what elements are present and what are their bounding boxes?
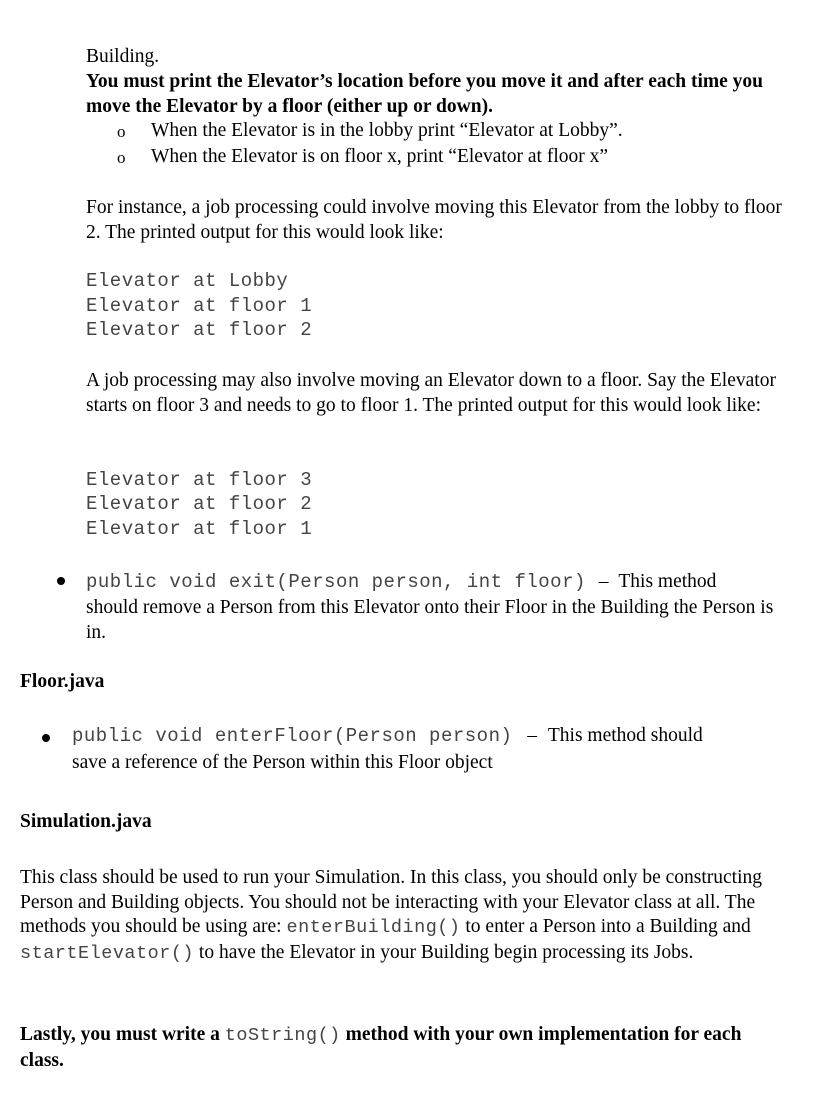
enter-floor-line: [72, 724, 703, 749]
code-line: Elevator at floor 2: [86, 319, 313, 341]
sub-bullet-floor-x: When the Elevator is on floor x, print “Elevator at floor x”: [151, 146, 609, 167]
bullet-dot: [57, 577, 65, 585]
sub-bullet-lobby: When the Elevator is in the lobby print “Elevator at Lobby”.: [151, 120, 623, 141]
bullet-dot: [42, 734, 50, 742]
simulation-text: to enter a Person into a Building and: [460, 916, 751, 937]
final-note-text: method with your own implementation for each class.: [20, 1024, 742, 1071]
simulation-text: to have the Elevator in your Building begin processing its Jobs.: [194, 941, 694, 963]
simulation-java-heading: Simulation.java: [20, 811, 152, 832]
sub-bullet-marker: o: [117, 122, 126, 141]
enter-building-code: enterBuilding(): [286, 917, 461, 938]
final-note: [20, 1023, 790, 1073]
code-line: Elevator at floor 2: [86, 493, 313, 515]
final-note-text: Lastly, you must write a: [20, 1024, 225, 1045]
code-line: Elevator at Lobby: [86, 270, 289, 292]
example1-intro: For instance, a job processing could involve moving this Elevator from the lobby to floor 2. The printed output for this would look like:: [86, 197, 782, 243]
exit-method-desc: should remove a Person from this Elevator onto their Floor in the Building the Person is in.: [86, 597, 774, 643]
dash: –: [598, 571, 609, 592]
code-line: Elevator at floor 1: [86, 295, 313, 317]
example2-intro: A job processing may also involve moving an Elevator down to a floor. Say the Elevator starts on floor 3 and needs to go to floor 1. The printed output for this would look like:: [86, 370, 776, 416]
floor-java-heading: Floor.java: [20, 671, 105, 692]
enter-floor-signature: public void enterFloor(Person person): [72, 725, 513, 747]
exit-method-line: [86, 570, 716, 595]
code-line: Elevator at floor 3: [86, 469, 313, 491]
enter-floor-desc-start: This method should: [547, 725, 703, 746]
start-elevator-code: startElevator(): [20, 942, 195, 964]
enter-floor-desc: save a reference of the Person within this Floor object: [72, 752, 493, 773]
code-line: Elevator at floor 1: [86, 518, 313, 540]
building-text: Building.: [86, 46, 160, 67]
simulation-paragraph: [20, 866, 780, 966]
sub-bullet-marker: o: [117, 148, 126, 167]
dash: –: [527, 725, 537, 746]
tostring-code: toString(): [224, 1025, 341, 1046]
print-location-instruction: You must print the Elevator’s location before you move it and after each time you move the Elevator by a floor (either up or down).: [86, 71, 764, 117]
simulation-text: This class should be used to run your Simulation. In this class, you should only be constructing Person and Building objects. You should not be interacting with your Elevator class at all. The methods you should be using are:: [20, 867, 763, 937]
exit-method-desc-start: This method: [618, 571, 717, 592]
exit-method-signature: public void exit(Person person, int floor): [86, 571, 586, 593]
